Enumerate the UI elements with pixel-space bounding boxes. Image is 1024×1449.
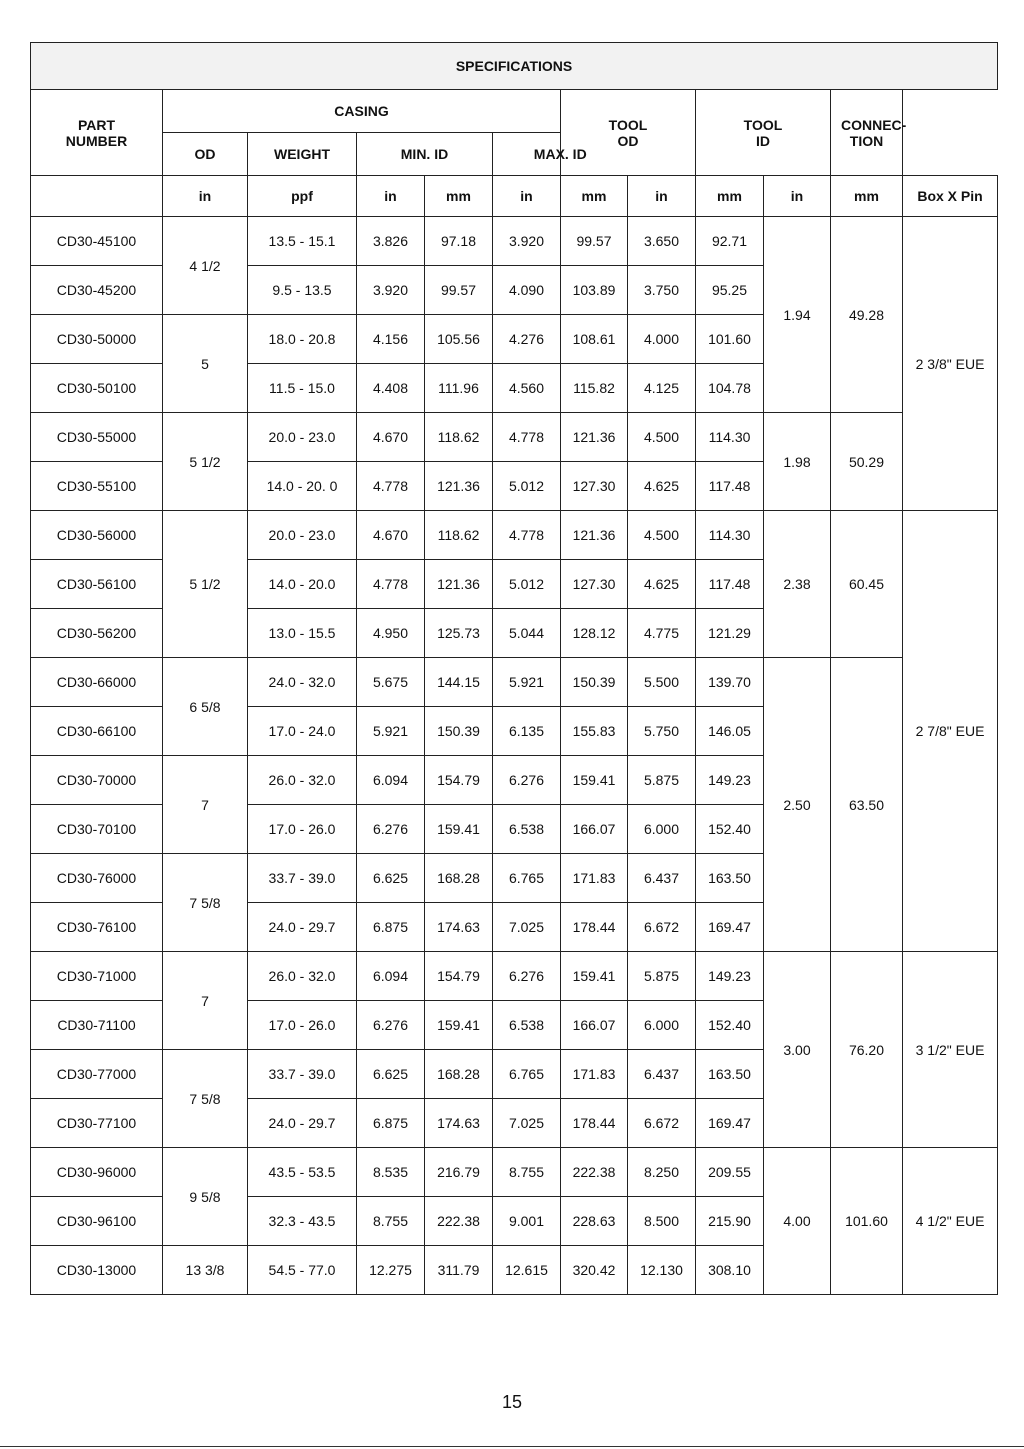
tool-od-mm-cell: 209.55 — [696, 1148, 764, 1197]
max-id-mm-unit: mm — [561, 176, 628, 217]
tool-od-in-unit: in — [628, 176, 696, 217]
max-id-in-cell: 4.778 — [493, 413, 561, 462]
tool-od-mm-cell: 121.29 — [696, 609, 764, 658]
tool-od-in-cell: 6.672 — [628, 903, 696, 952]
part-number-cell: CD30-56000 — [31, 511, 163, 560]
max-id-in-cell: 7.025 — [493, 903, 561, 952]
max-id-mm-cell: 127.30 — [561, 560, 628, 609]
max-id-mm-cell: 121.36 — [561, 511, 628, 560]
weight-cell: 11.5 - 15.0 — [248, 364, 357, 413]
table-row — [31, 1148, 998, 1197]
od-header: OD — [163, 133, 248, 176]
tool-od-mm-cell: 139.70 — [696, 658, 764, 707]
tool-od-mm-cell: 308.10 — [696, 1246, 764, 1295]
part-number-cell: CD30-55000 — [31, 413, 163, 462]
max-id-in-cell: 4.778 — [493, 511, 561, 560]
tool-od-in-cell: 12.130 — [628, 1246, 696, 1295]
weight-unit: ppf — [248, 176, 357, 217]
part-number-cell: CD30-70000 — [31, 756, 163, 805]
max-id-in-cell: 12.615 — [493, 1246, 561, 1295]
tool-od-mm-cell: 117.48 — [696, 462, 764, 511]
tool-od-mm-cell: 92.71 — [696, 217, 764, 266]
max-id-mm-cell: 320.42 — [561, 1246, 628, 1295]
tool-od-mm-cell: 163.50 — [696, 1050, 764, 1099]
max-id-mm-cell: 99.57 — [561, 217, 628, 266]
min-id-mm-cell: 125.73 — [425, 609, 493, 658]
min-id-in-cell: 12.275 — [357, 1246, 425, 1295]
max-id-mm-cell: 222.38 — [561, 1148, 628, 1197]
weight-cell: 14.0 - 20. 0 — [248, 462, 357, 511]
tool-id-mm-cell: 60.45 — [831, 511, 903, 658]
min-id-in-cell: 8.535 — [357, 1148, 425, 1197]
weight-cell: 26.0 - 32.0 — [248, 952, 357, 1001]
od-unit: in — [163, 176, 248, 217]
tool-od-in-cell: 5.500 — [628, 658, 696, 707]
connection-unit: Box X Pin — [903, 176, 998, 217]
max-id-mm-cell: 108.61 — [561, 315, 628, 364]
min-id-mm-cell: 222.38 — [425, 1197, 493, 1246]
min-id-mm-cell: 121.36 — [425, 462, 493, 511]
max-id-mm-cell: 159.41 — [561, 952, 628, 1001]
max-id-in-cell: 5.012 — [493, 462, 561, 511]
min-id-in-cell: 4.670 — [357, 511, 425, 560]
max-id-mm-cell: 150.39 — [561, 658, 628, 707]
casing-od-cell: 13 3/8 — [163, 1246, 248, 1295]
weight-cell: 13.0 - 15.5 — [248, 609, 357, 658]
weight-cell: 24.0 - 32.0 — [248, 658, 357, 707]
min-id-mm-cell: 174.63 — [425, 903, 493, 952]
min-id-in-cell: 6.875 — [357, 1099, 425, 1148]
min-id-mm-unit: mm — [425, 176, 493, 217]
min-id-mm-cell: 311.79 — [425, 1246, 493, 1295]
casing-header: CASING — [163, 90, 561, 133]
min-id-mm-cell: 118.62 — [425, 413, 493, 462]
max-id-in-unit: in — [493, 176, 561, 217]
tool-od-header: TOOL OD — [561, 90, 696, 176]
max-id-in-cell: 6.765 — [493, 1050, 561, 1099]
weight-cell: 33.7 - 39.0 — [248, 1050, 357, 1099]
weight-cell: 17.0 - 26.0 — [248, 1001, 357, 1050]
table-row — [31, 511, 998, 560]
min-id-in-cell: 6.625 — [357, 1050, 425, 1099]
tool-od-in-cell: 4.775 — [628, 609, 696, 658]
min-id-mm-cell: 111.96 — [425, 364, 493, 413]
min-id-in-cell: 3.920 — [357, 266, 425, 315]
table-title: SPECIFICATIONS — [31, 43, 998, 90]
tool-od-in-cell: 4.000 — [628, 315, 696, 364]
tool-od-in-cell: 4.500 — [628, 511, 696, 560]
tool-od-mm-cell: 149.23 — [696, 756, 764, 805]
tool-od-mm-cell: 169.47 — [696, 1099, 764, 1148]
tool-id-mm-cell: 50.29 — [831, 413, 903, 511]
weight-cell: 20.0 - 23.0 — [248, 413, 357, 462]
tool-od-in-cell: 6.672 — [628, 1099, 696, 1148]
min-id-mm-cell: 150.39 — [425, 707, 493, 756]
connection-cell: 2 7/8" EUE — [903, 511, 998, 952]
tool-od-mm-cell: 152.40 — [696, 805, 764, 854]
max-id-mm-cell: 178.44 — [561, 903, 628, 952]
tool-od-mm-cell: 104.78 — [696, 364, 764, 413]
weight-cell: 24.0 - 29.7 — [248, 1099, 357, 1148]
max-id-mm-cell: 155.83 — [561, 707, 628, 756]
tool-od-mm-cell: 114.30 — [696, 413, 764, 462]
max-id-in-cell: 3.920 — [493, 217, 561, 266]
weight-cell: 18.0 - 20.8 — [248, 315, 357, 364]
max-id-in-cell: 4.560 — [493, 364, 561, 413]
tool-od-in-cell: 5.875 — [628, 756, 696, 805]
part-number-cell: CD30-96000 — [31, 1148, 163, 1197]
part-number-cell: CD30-45100 — [31, 217, 163, 266]
min-id-in-cell: 8.755 — [357, 1197, 425, 1246]
min-id-mm-cell: 174.63 — [425, 1099, 493, 1148]
casing-od-cell: 7 — [163, 952, 248, 1050]
max-id-mm-cell: 103.89 — [561, 266, 628, 315]
part-number-cell: CD30-71000 — [31, 952, 163, 1001]
tool-od-mm-cell: 146.05 — [696, 707, 764, 756]
tool-id-in-unit: in — [764, 176, 831, 217]
connection-cell: 4 1/2" EUE — [903, 1148, 998, 1295]
part-number-cell: CD30-96100 — [31, 1197, 163, 1246]
connection-cell: 3 1/2" EUE — [903, 952, 998, 1148]
tool-id-in-cell: 4.00 — [764, 1148, 831, 1295]
max-id-mm-cell: 166.07 — [561, 1001, 628, 1050]
tool-id-mm-cell: 76.20 — [831, 952, 903, 1148]
max-id-mm-cell: 128.12 — [561, 609, 628, 658]
min-id-header: MIN. ID — [357, 133, 493, 176]
max-id-in-cell: 8.755 — [493, 1148, 561, 1197]
tool-id-mm-unit: mm — [831, 176, 903, 217]
weight-cell: 26.0 - 32.0 — [248, 756, 357, 805]
min-id-mm-cell: 154.79 — [425, 756, 493, 805]
max-id-in-cell: 6.765 — [493, 854, 561, 903]
table-row — [31, 952, 998, 1001]
min-id-mm-cell: 105.56 — [425, 315, 493, 364]
bottom-divider — [0, 1446, 1024, 1447]
table-row — [31, 217, 998, 266]
casing-od-cell: 7 5/8 — [163, 1050, 248, 1148]
max-id-mm-cell: 228.63 — [561, 1197, 628, 1246]
casing-od-cell: 7 5/8 — [163, 854, 248, 952]
min-id-in-cell: 4.670 — [357, 413, 425, 462]
max-id-mm-cell: 166.07 — [561, 805, 628, 854]
part-number-cell: CD30-13000 — [31, 1246, 163, 1295]
tool-od-in-cell: 8.250 — [628, 1148, 696, 1197]
min-id-mm-cell: 216.79 — [425, 1148, 493, 1197]
tool-id-header: TOOL ID — [696, 90, 831, 176]
weight-cell: 33.7 - 39.0 — [248, 854, 357, 903]
tool-od-mm-cell: 101.60 — [696, 315, 764, 364]
min-id-mm-cell: 97.18 — [425, 217, 493, 266]
max-id-mm-cell: 121.36 — [561, 413, 628, 462]
tool-od-in-cell: 4.625 — [628, 560, 696, 609]
tool-od-in-cell: 6.000 — [628, 1001, 696, 1050]
connection-header: CONNEC-TION — [831, 90, 903, 176]
part-number-cell: CD30-77000 — [31, 1050, 163, 1099]
min-id-in-cell: 4.156 — [357, 315, 425, 364]
max-id-in-cell: 5.012 — [493, 560, 561, 609]
max-id-in-cell: 4.090 — [493, 266, 561, 315]
min-id-mm-cell: 118.62 — [425, 511, 493, 560]
part-number-cell: CD30-71100 — [31, 1001, 163, 1050]
table-body — [31, 217, 998, 1295]
max-id-in-cell: 5.921 — [493, 658, 561, 707]
casing-od-cell: 5 1/2 — [163, 413, 248, 511]
tool-id-mm-cell: 63.50 — [831, 658, 903, 952]
tool-id-mm-cell: 49.28 — [831, 217, 903, 413]
casing-od-cell: 7 — [163, 756, 248, 854]
weight-cell: 14.0 - 20.0 — [248, 560, 357, 609]
min-id-in-unit: in — [357, 176, 425, 217]
casing-od-cell: 5 1/2 — [163, 511, 248, 658]
min-id-in-cell: 4.950 — [357, 609, 425, 658]
max-id-in-cell: 6.135 — [493, 707, 561, 756]
tool-od-mm-unit: mm — [696, 176, 764, 217]
casing-od-cell: 4 1/2 — [163, 217, 248, 315]
table-row — [31, 658, 998, 707]
weight-cell: 24.0 - 29.7 — [248, 903, 357, 952]
tool-od-mm-cell: 169.47 — [696, 903, 764, 952]
min-id-mm-cell: 168.28 — [425, 1050, 493, 1099]
max-id-mm-cell: 178.44 — [561, 1099, 628, 1148]
part-number-cell: CD30-50100 — [31, 364, 163, 413]
tool-od-mm-cell: 95.25 — [696, 266, 764, 315]
max-id-mm-cell: 127.30 — [561, 462, 628, 511]
tool-od-mm-cell: 117.48 — [696, 560, 764, 609]
part-number-cell: CD30-70100 — [31, 805, 163, 854]
tool-od-in-cell: 4.625 — [628, 462, 696, 511]
max-id-in-cell: 9.001 — [493, 1197, 561, 1246]
part-number-cell: CD30-55100 — [31, 462, 163, 511]
min-id-in-cell: 5.675 — [357, 658, 425, 707]
min-id-in-cell: 4.778 — [357, 560, 425, 609]
weight-cell: 17.0 - 26.0 — [248, 805, 357, 854]
weight-header: WEIGHT — [248, 133, 357, 176]
weight-cell: 54.5 - 77.0 — [248, 1246, 357, 1295]
min-id-mm-cell: 121.36 — [425, 560, 493, 609]
max-id-in-cell: 7.025 — [493, 1099, 561, 1148]
weight-cell: 17.0 - 24.0 — [248, 707, 357, 756]
min-id-in-cell: 6.875 — [357, 903, 425, 952]
max-id-in-cell: 4.276 — [493, 315, 561, 364]
tool-od-in-cell: 4.500 — [628, 413, 696, 462]
part-number-cell: CD30-56100 — [31, 560, 163, 609]
tool-od-mm-cell: 114.30 — [696, 511, 764, 560]
max-id-header: MAX. ID — [493, 133, 628, 176]
min-id-in-cell: 6.094 — [357, 756, 425, 805]
min-id-in-cell: 3.826 — [357, 217, 425, 266]
tool-od-in-cell: 3.750 — [628, 266, 696, 315]
tool-od-mm-cell: 149.23 — [696, 952, 764, 1001]
min-id-in-cell: 6.276 — [357, 1001, 425, 1050]
part-unit-empty — [31, 176, 163, 217]
tool-od-in-cell: 4.125 — [628, 364, 696, 413]
min-id-mm-cell: 159.41 — [425, 805, 493, 854]
tool-od-in-cell: 5.875 — [628, 952, 696, 1001]
part-number-cell: CD30-66100 — [31, 707, 163, 756]
tool-id-in-cell: 3.00 — [764, 952, 831, 1148]
connection-cell: 2 3/8" EUE — [903, 217, 998, 511]
min-id-in-cell: 6.276 — [357, 805, 425, 854]
part-number-cell: CD30-76000 — [31, 854, 163, 903]
min-id-mm-cell: 168.28 — [425, 854, 493, 903]
max-id-in-cell: 5.044 — [493, 609, 561, 658]
min-id-mm-cell: 154.79 — [425, 952, 493, 1001]
tool-od-in-cell: 6.000 — [628, 805, 696, 854]
tool-id-mm-cell: 101.60 — [831, 1148, 903, 1295]
part-number-header: PART NUMBER — [31, 90, 163, 176]
weight-cell: 43.5 - 53.5 — [248, 1148, 357, 1197]
tool-od-in-cell: 5.750 — [628, 707, 696, 756]
max-id-in-cell: 6.276 — [493, 756, 561, 805]
part-number-cell: CD30-56200 — [31, 609, 163, 658]
part-number-cell: CD30-77100 — [31, 1099, 163, 1148]
min-id-in-cell: 4.408 — [357, 364, 425, 413]
casing-od-cell: 9 5/8 — [163, 1148, 248, 1246]
casing-od-cell: 5 — [163, 315, 248, 413]
specifications-table — [30, 42, 998, 1295]
tool-id-in-cell: 2.50 — [764, 658, 831, 952]
min-id-in-cell: 6.625 — [357, 854, 425, 903]
tool-id-in-cell: 2.38 — [764, 511, 831, 658]
tool-od-in-cell: 8.500 — [628, 1197, 696, 1246]
weight-cell: 9.5 - 13.5 — [248, 266, 357, 315]
part-number-cell: CD30-45200 — [31, 266, 163, 315]
part-number-cell: CD30-76100 — [31, 903, 163, 952]
part-number-cell: CD30-66000 — [31, 658, 163, 707]
max-id-mm-cell: 171.83 — [561, 854, 628, 903]
tool-od-in-cell: 6.437 — [628, 854, 696, 903]
table-row — [31, 413, 998, 462]
min-id-mm-cell: 144.15 — [425, 658, 493, 707]
tool-od-mm-cell: 215.90 — [696, 1197, 764, 1246]
tool-od-in-cell: 6.437 — [628, 1050, 696, 1099]
weight-cell: 20.0 - 23.0 — [248, 511, 357, 560]
tool-od-mm-cell: 163.50 — [696, 854, 764, 903]
weight-cell: 13.5 - 15.1 — [248, 217, 357, 266]
tool-id-in-cell: 1.98 — [764, 413, 831, 511]
weight-cell: 32.3 - 43.5 — [248, 1197, 357, 1246]
part-number-cell: CD30-50000 — [31, 315, 163, 364]
min-id-in-cell: 5.921 — [357, 707, 425, 756]
min-id-in-cell: 4.778 — [357, 462, 425, 511]
max-id-in-cell: 6.538 — [493, 1001, 561, 1050]
min-id-mm-cell: 99.57 — [425, 266, 493, 315]
page-number: 15 — [501, 1392, 523, 1412]
tool-id-in-cell: 1.94 — [764, 217, 831, 413]
min-id-in-cell: 6.094 — [357, 952, 425, 1001]
max-id-mm-cell: 171.83 — [561, 1050, 628, 1099]
max-id-mm-cell: 115.82 — [561, 364, 628, 413]
max-id-in-cell: 6.538 — [493, 805, 561, 854]
tool-od-in-cell: 3.650 — [628, 217, 696, 266]
max-id-mm-cell: 159.41 — [561, 756, 628, 805]
min-id-mm-cell: 159.41 — [425, 1001, 493, 1050]
max-id-in-cell: 6.276 — [493, 952, 561, 1001]
casing-od-cell: 6 5/8 — [163, 658, 248, 756]
tool-od-mm-cell: 152.40 — [696, 1001, 764, 1050]
